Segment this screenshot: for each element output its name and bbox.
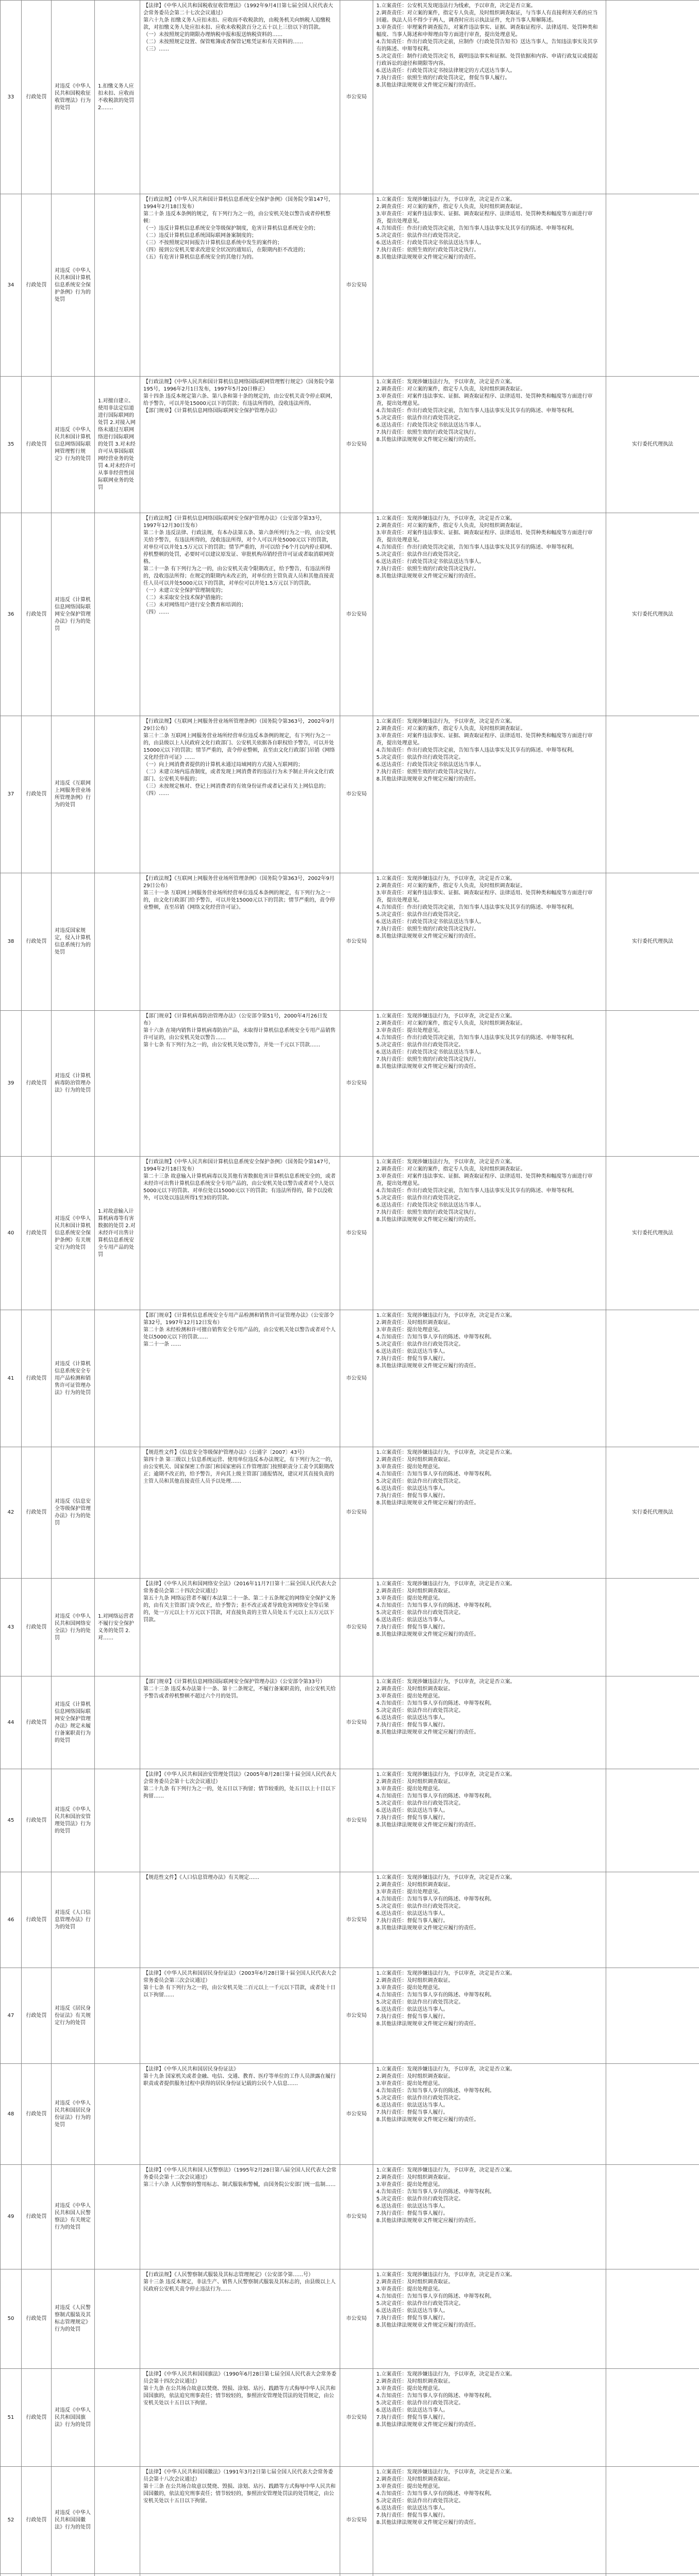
- power-item-name: 对违反《互联网上网服务营业场所管理条例》行为的处罚: [52, 716, 95, 873]
- responsibility-items: 1.立案责任：发现涉嫌违法行为，予以审查，决定是否立案。 2.调查责任：对立案的案件，指定专人负责，及时组织调查取证。 3.审查责任：对案件违法事实、证据、调查取证程序、法律适用、处罚种类和幅度等方面进行审查，提出处理意见。 4.告知责任：作出行政处罚决定前，告知当事人违法事实及其享有的陈述、申辩等权利。 5.决定责任：依法作出行政处罚决定。 6.送达责任：行政处罚决定书依法送达当事人。 7.执行责任：依照生效的行政处罚决定执行。 8.其他法律法规规章文件规定应履行的责任。: [373, 194, 606, 377]
- responsibility-items: 1.立案责任：发现涉嫌违法行为，予以审查，决定是否立案。 2.调查责任：及时组织调查取证。 3.审查责任：提出处理意见。 4.告知责任：告知当事人享有的陈述、申辩等权利。 5.决定责任：依法作出行政处罚决定。 6.送达责任：依法送达当事人。 7.执行责任：督促当事人履行。 8.其他法律法规规章文件规定应履行的责任。: [373, 1968, 606, 2064]
- table-row: [1, 873, 699, 1011]
- legal-basis: 【行政法规】《中华人民共和国计算机信息系统安全保护条例》（国务院令第147号，1994年2月18日发布） 第二十条 违反本条例的规定，有下列行为之一的，由公安机关处以警告或者停机整顿： （一）违反计算机信息系统安全等级保护制度，危害计算机信息系统安全的； （二）违反计算机信息系统国际联网备案制度的； （三）不按照规定时间报告计算机信息系统中发生的案件的； （四）接到公安机关要求改进安全状况的通知后，在限期内拒不改进的； （五）有危害计算机信息系统安全的其他行为的。: [140, 194, 340, 377]
- sub-item: [95, 1447, 140, 1579]
- power-category: 行政处罚: [22, 1, 52, 194]
- row-number: 44: [1, 1676, 22, 1769]
- legal-basis: 【规范性文件】《人口信息管理办法》有关规定……: [140, 1872, 340, 1968]
- row-number: 36: [1, 513, 22, 716]
- power-category: 行政处罚: [22, 513, 52, 716]
- remarks: [606, 2574, 699, 2576]
- legal-basis: 【法律】《中华人民共和国税收征收管理法》（1992年9月4日第七届全国人民代表大会常务委员会第二十七次会议通过） 第六十九条 扣缴义务人应扣未扣、应收而不收税款的，由税务机关向纳税人追缴税款，对扣缴义务人处应扣未扣、应收未收税款百分之五十以上三倍以下的罚款。 （一）未按照规定的期限办理纳税申报和报送纳税资料的…… （二）未按照规定设置、保管账簿或者保管记账凭证和有关资料的…… （三）……: [140, 1, 340, 194]
- row-number: 41: [1, 1310, 22, 1447]
- legal-basis: 【法律】《中华人民共和国治安管理处罚法》（2005年8月28日第十届全国人民代表大会常务委员会第十七次会议通过） 第二十九条 有下列行为之一的，处五日以下拘留；情节较重的，处五日以上十日以下拘留……: [140, 1769, 340, 1872]
- power-item-name: 对违反《中华人民共和国国徽法》行为的处罚: [52, 2467, 95, 2574]
- responsibility-items: 1.立案责任：发现涉嫌违法行为，予以审查，决定是否立案。 2.调查责任：对立案的案件，指定专人负责，及时组织调查取证。 3.审查责任：对案件违法事实、证据、调查取证程序、法律适用、处罚种类和幅度等方面进行审查，提出处理意见。 4.告知责任：作出行政处罚决定前，告知当事人违法事实及其享有的陈述、申辩等权利。 5.决定责任：依法作出行政处罚决定。 6.送达责任：行政处罚决定书依法送达当事人。 7.执行责任：依照生效的行政处罚决定执行。 8.其他法律法规规章文件规定应履行的责任。: [373, 377, 606, 513]
- sub-item: [95, 716, 140, 873]
- row-number: 37: [1, 716, 22, 873]
- implementing-department: 市公安局: [340, 194, 373, 377]
- implementing-department: 市公安局: [340, 1968, 373, 2064]
- remarks: 实行委托代理执法: [606, 1447, 699, 1579]
- remarks: [606, 2369, 699, 2467]
- legal-basis: 【规范性文件】《信息安全等级保护管理办法》（公通字〔2007〕43号） 第四十条 第三级以上信息系统运营、使用单位违反本办法规定，有下列行为之一的，由公安机关、国家保密工作部门和国家密码工作管理部门按照职责分工责令其限期改正；逾期不改正的，给予警告，并向其上级主管部门通报情况，建议对其直接负责的主管人员和其他直接责任人员予以处理……: [140, 1447, 340, 1579]
- implementing-department: 市公安局: [340, 2467, 373, 2574]
- responsibility-items: [373, 2574, 606, 2576]
- remarks: [606, 1872, 699, 1968]
- implementing-department: 市公安局: [340, 2064, 373, 2165]
- legal-basis: 【部门规章】《计算机病毒防治管理办法》（公安部令第51号，2000年4月26日发布） 第十六条 在境内销售计算机病毒防治产品，未取得计算机信息系统安全专用产品销售许可证的，由公安机关处以警告…… 第十七条 有下列行为之一的，由公安机关处以警告，并处一千元以下罚款……: [140, 1011, 340, 1157]
- table-row: [1, 1157, 699, 1310]
- sub-item: [95, 1310, 140, 1447]
- legal-basis: 【行政法规】《互联网上网服务营业场所管理条例》（国务院令第363号，2002年9月29日公布） 第三十二条 互联网上网服务营业场所经营单位违反本条例的规定，有下列行为之一的，由县级以上人民政府文化行政部门、公安机关依据各自职权给予警告，可以并处15000元以下的罚款；情节严重的，责令停业整顿，直至由文化行政部门吊销《网络文化经营许可证》…… （一）向上网消费者提供的计算机未通过局域网的方式接入互联网的； （二）未建立场内巡查制度，或者发现上网消费者的违法行为未予制止并向文化行政部门、公安机关举报的； （三）未按规定核对、登记上网消费者的有效身份证件或者记录有关上网信息的； （四）……: [140, 716, 340, 873]
- power-item-name: 对违反《中华人民共和国计算机信息网络国际联网管理暂行规定》行为的处罚: [52, 377, 95, 513]
- legal-basis: [140, 2574, 340, 2576]
- implementing-department: 市公安局: [340, 1157, 373, 1310]
- power-category: 行政处罚: [22, 2467, 52, 2574]
- power-category: 行政处罚: [22, 1310, 52, 1447]
- implementing-department: 市公安局: [340, 2369, 373, 2467]
- sub-item: [95, 2369, 140, 2467]
- power-category: [22, 2574, 52, 2576]
- legal-basis: 【行政法规】《计算机信息网络国际联网安全保护管理办法》（公安部令第33号，1997年12月30日发布） 第二十条 违反法律、行政法规，有本办法第五条、第六条所列行为之一的，由公安机关给予警告，有违法所得的，没收违法所得，对个人可以并处5000元以下的罚款，对单位可以并处1.5万元以下的罚款；情节严重的，并可以给予6个月以内停止联网、停机整顿的处罚，必要时可以建议原发证、审批机构吊销经营许可证或者取消联网资格。 第二十一条 有下列行为之一的，由公安机关责令限期改正，给予警告，有违法所得的，没收违法所得；在规定的限期内未改正的，对单位的主管负责人员和其他直接责任人员可以并处5000元以下的罚款，对单位可以并处1.5万元以下的罚款。 （一）未建立安全保护管理制度的； （二）未采取安全技术保护措施的； （三）未对网络用户进行安全教育和培训的； （四）……: [140, 513, 340, 716]
- power-item-name: 对违反《人口信息管理办法》行为的处罚: [52, 1872, 95, 1968]
- sub-item: [95, 2064, 140, 2165]
- sub-item: [95, 2467, 140, 2574]
- table-row: [1, 2369, 699, 2467]
- implementing-department: 市公安局: [340, 1676, 373, 1769]
- responsibility-items: 1.立案责任：公安机关发现违法行为线索，予以审查，决定是否立案。 2.调查责任：对立案的案件，指定专人负责，及时组织调查取证，与当事人有直接利害关系的应当回避。执法人员不得少于两人，调查时应出示执法证件，允许当事人辩解陈述。 3.审查责任：审理案件调查报告，对案件违法事实、证据、调查取证程序、法律适用、处罚种类和幅度、当事人陈述和申辩理由等方面进行审查，提出处理意见。 4.告知责任：作出行政处罚决定前，应制作《行政处罚告知书》送达当事人，告知违法事实及其享有的陈述、申辩等权利。 5.决定责任：制作行政处罚决定书，载明违法事实和证据、处罚依据和内容、申请行政复议或提起行政诉讼的途径和期限等内容。 6.送达责任：行政处罚决定书按法律规定的方式送达当事人。 7.执行责任：依照生效的行政处罚决定，督促当事人履行。 8.其他法律法规规章文件规定应履行的责任。: [373, 1, 606, 194]
- implementing-department: 市公安局: [340, 1, 373, 194]
- legal-basis: 【法律】《中华人民共和国网络安全法》（2016年11月7日第十二届全国人民代表大会常务委员会第二十四次会议通过） 第五十九条 网络运营者不履行本法第二十一条、第二十五条规定的网络安全保护义务的，由有关主管部门责令改正，给予警告；拒不改正或者导致危害网络安全等后果的，处一万元以上十万元以下罚款，对直接负责的主管人员处五千元以上五万元以下罚款。: [140, 1579, 340, 1676]
- responsibility-items: 1.立案责任：发现涉嫌违法行为，予以审查，决定是否立案。 2.调查责任：及时组织调查取证。 3.审查责任：提出处理意见。 4.告知责任：告知当事人享有的陈述、申辩等权利。 5.决定责任：依法作出行政处罚决定。 6.送达责任：依法送达当事人。 7.执行责任：督促当事人履行。 8.其他法律法规规章文件规定应履行的责任。: [373, 1872, 606, 1968]
- remarks: 实行委托代理执法: [606, 1157, 699, 1310]
- remarks: [606, 716, 699, 873]
- sub-item: 1.对故意输入计算机病毒等有害数据的处罚 2.对未经许可出售计算机信息系统安全专用产品的处罚: [95, 1157, 140, 1310]
- remarks: [606, 1676, 699, 1769]
- row-number: 40: [1, 1157, 22, 1310]
- responsibility-items: 1.立案责任：发现涉嫌违法行为，予以审查，决定是否立案。 2.调查责任：对立案的案件，指定专人负责，及时组织调查取证。 3.审查责任：提出处理意见。 4.告知责任：作出行政处罚决定前，告知当事人违法事实及其享有的陈述、申辩等权利。 5.决定责任：依法作出行政处罚决定。 6.送达责任：行政处罚决定书依法送达当事人。 7.执行责任：依照生效的行政处罚决定执行。 8.其他法律法规规章文件规定应履行的责任。: [373, 1011, 606, 1157]
- legal-basis: 【行政法规】《中华人民共和国计算机信息系统安全保护条例》（国务院令第147号，1994年2月18日发布） 第二十三条 故意输入计算机病毒以及其他有害数据危害计算机信息系统安全的，或者未经许可出售计算机信息系统安全专用产品的，由公安机关处以警告或者对个人处以5000元以下的罚款、对单位处以15000元以下的罚款；有违法所得的，除予以没收外，可以处以违法所得1至3倍的罚款。: [140, 1157, 340, 1310]
- legal-basis: 【行政法规】《人民警察制式服装及其标志管理规定》（公安部令第……号） 第十三条 违反本规定，非法生产、销售人民警察制式服装及其标志的，由县级以上人民政府公安机关责令停止违法行为……: [140, 2269, 340, 2369]
- legal-basis: 【部门规章】《计算机信息网络国际联网安全保护管理办法》（公安部令第33号） 第二十三条 违反本办法第十一条、第十二条规定，不履行备案职责的，由公安机关给予警告或者停机整顿不超过六个月的处罚。: [140, 1676, 340, 1769]
- power-category: 行政处罚: [22, 716, 52, 873]
- power-category: 行政处罚: [22, 2064, 52, 2165]
- remarks: [606, 1, 699, 194]
- implementing-department: 市公安局: [340, 2269, 373, 2369]
- sub-item: [95, 873, 140, 1011]
- power-item-name: 对违反《计算机病毒防治管理办法》行为的处罚: [52, 1011, 95, 1157]
- row-number: 43: [1, 1579, 22, 1676]
- table-row: [1, 1769, 699, 1872]
- power-item-name: 对违反《信息安全等级保护管理办法》行为的处罚: [52, 1447, 95, 1579]
- power-category: 行政处罚: [22, 1968, 52, 2064]
- power-category: 行政处罚: [22, 2369, 52, 2467]
- row-number: 48: [1, 2064, 22, 2165]
- implementing-department: 市公安局: [340, 1579, 373, 1676]
- responsibility-items: 1.立案责任：发现涉嫌违法行为，予以审查，决定是否立案。 2.调查责任：对立案的案件，指定专人负责，及时组织调查取证。 3.审查责任：对案件违法事实、证据、调查取证程序、法律适用、处罚种类和幅度等方面进行审查，提出处理意见。 4.告知责任：作出行政处罚决定前，告知当事人违法事实及其享有的陈述、申辩等权利。 5.决定责任：依法作出行政处罚决定。 6.送达责任：行政处罚决定书依法送达当事人。 7.执行责任：依照生效的行政处罚决定执行。 8.其他法律法规规章文件规定应履行的责任。: [373, 1157, 606, 1310]
- row-number: 45: [1, 1769, 22, 1872]
- remarks: [606, 2165, 699, 2269]
- table-row: [1, 513, 699, 716]
- sub-item: [95, 1011, 140, 1157]
- power-item-name: 对违反《计算机信息系统安全专用产品检测和销售许可证管理办法》行为的处罚: [52, 1310, 95, 1447]
- remarks: 实行委托代理执法: [606, 873, 699, 1011]
- row-number: 34: [1, 194, 22, 377]
- table-row: [1, 1447, 699, 1579]
- sub-item: 1.对网络运营者不履行安全保护义务的处罚 2.对……: [95, 1579, 140, 1676]
- sub-item: [95, 1968, 140, 2064]
- row-number: 47: [1, 1968, 22, 2064]
- remarks: [606, 2064, 699, 2165]
- row-number: 52: [1, 2467, 22, 2574]
- implementing-department: 市公安局: [340, 513, 373, 716]
- row-number: 33: [1, 1, 22, 194]
- power-category: 行政处罚: [22, 1011, 52, 1157]
- power-category: 行政处罚: [22, 377, 52, 513]
- implementing-department: 市公安局: [340, 1447, 373, 1579]
- implementing-department: [340, 2574, 373, 2576]
- remarks: [606, 194, 699, 377]
- row-number: 50: [1, 2269, 22, 2369]
- remarks: [606, 1579, 699, 1676]
- power-category: 行政处罚: [22, 1579, 52, 1676]
- implementing-department: 市公安局: [340, 1872, 373, 1968]
- table-row: [1, 2574, 699, 2576]
- responsibility-items: 1.立案责任：发现涉嫌违法行为，予以审查，决定是否立案。 2.调查责任：及时组织调查取证。 3.审查责任：提出处理意见。 4.告知责任：告知当事人享有的陈述、申辩等权利。 5.决定责任：依法作出行政处罚决定。 6.送达责任：依法送达当事人。 7.执行责任：督促当事人履行。 8.其他法律法规规章文件规定应履行的责任。: [373, 2269, 606, 2369]
- responsibility-items: 1.立案责任：发现涉嫌违法行为，予以审查，决定是否立案。 2.调查责任：及时组织调查取证。 3.审查责任：提出处理意见。 4.告知责任：告知当事人享有的陈述、申辩等权利。 5.决定责任：依法作出行政处罚决定。 6.送达责任：依法送达当事人。 7.执行责任：督促当事人履行。 8.其他法律法规规章文件规定应履行的责任。: [373, 1769, 606, 1872]
- sub-item: [95, 2165, 140, 2269]
- table-row: [1, 1310, 699, 1447]
- sub-item: [95, 1676, 140, 1769]
- table-row: [1, 2467, 699, 2574]
- remarks: 实行委托代理执法: [606, 513, 699, 716]
- sub-item: 1.扣缴义务人应扣未扣、应收而不收税款的处罚 2.……: [95, 1, 140, 194]
- table-row: [1, 1011, 699, 1157]
- power-item-name: 对违反《中华人民共和国居民身份证法》行为的处罚: [52, 2064, 95, 2165]
- legal-basis: 【行政法规】《中华人民共和国计算机信息网络国际联网管理暂行规定》（国务院令第195号，1996年2月1日发布，1997年5月20日修正） 第十四条 违反本规定第六条、第八条和第十条的规定的，由公安机关责令停止联网，给予警告，可以并处15000元以下的罚款；有违法所得的，没收违法所得。 【部门规章】《计算机信息网络国际联网安全保护管理办法》: [140, 377, 340, 513]
- power-item-name: 对违反《中华人民共和国人民警察法》有关规定行为的处罚: [52, 2165, 95, 2269]
- sub-item: [95, 513, 140, 716]
- remarks: [606, 1011, 699, 1157]
- table-row: [1, 2269, 699, 2369]
- legal-basis: 【法律】《中华人民共和国居民身份证法》 第十九条 国家机关或者金融、电信、交通、教育、医疗等单位的工作人员泄露在履行职责或者提供服务过程中获得的居民身份证记载的公民个人信息……: [140, 2064, 340, 2165]
- power-category: 行政处罚: [22, 1676, 52, 1769]
- power-item-name: 对违反《中华人民共和国治安管理处罚法》行为的处罚: [52, 1769, 95, 1872]
- table-row: [1, 1, 699, 194]
- implementing-department: 市公安局: [340, 1769, 373, 1872]
- row-number: 46: [1, 1872, 22, 1968]
- power-category: 行政处罚: [22, 194, 52, 377]
- power-item-name: 对违反《计算机信息网络国际联网安全保护管理办法》规定未履行备案职责行为的处罚: [52, 1676, 95, 1769]
- sub-item: [95, 1872, 140, 1968]
- responsibility-items: 1.立案责任：发现涉嫌违法行为，予以审查，决定是否立案。 2.调查责任：及时组织调查取证。 3.审查责任：提出处理意见。 4.告知责任：告知当事人享有的陈述、申辩等权利。 5.决定责任：依法作出行政处罚决定。 6.送达责任：依法送达当事人。 7.执行责任：督促当事人履行。 8.其他法律法规规章文件规定应履行的责任。: [373, 1676, 606, 1769]
- table-body: [1, 1, 699, 2576]
- responsibility-items: 1.立案责任：发现涉嫌违法行为，予以审查，决定是否立案。 2.调查责任：及时组织调查取证。 3.审查责任：提出处理意见。 4.告知责任：告知当事人享有的陈述、申辩等权利。 5.决定责任：依法作出行政处罚决定。 6.送达责任：依法送达当事人。 7.执行责任：督促当事人履行。 8.其他法律法规规章文件规定应履行的责任。: [373, 2165, 606, 2269]
- remarks: [606, 2269, 699, 2369]
- power-item-name: 对违反《中华人民共和国计算机信息系统安全保护条例》行为的处罚: [52, 194, 95, 377]
- remarks: 实行委托代理执法: [606, 377, 699, 513]
- power-category: 行政处罚: [22, 1872, 52, 1968]
- table-row: [1, 1872, 699, 1968]
- power-category: 行政处罚: [22, 2165, 52, 2269]
- sub-item: [95, 2269, 140, 2369]
- sub-item: 1.对擅自建立、使用非法定信道进行国际联网的处罚 2.对接入网络未通过互联网络进行国际联网的处罚 3.对未经许可从事国际联网经营业务的处罚 4.对未经许可从事非经营性国际联网业务的处罚: [95, 377, 140, 513]
- implementing-department: 市公安局: [340, 873, 373, 1011]
- power-item-name: 对违反《中华人民共和国国旗法》行为的处罚: [52, 2369, 95, 2467]
- responsibility-items: 1.立案责任：发现涉嫌违法行为，予以审查，决定是否立案。 2.调查责任：对立案的案件，指定专人负责，及时组织调查取证。 3.审查责任：对案件违法事实、证据、调查取证程序、法律适用、处罚种类和幅度等方面进行审查，提出处理意见。 4.告知责任：作出行政处罚决定前，告知当事人违法事实及其享有的陈述、申辩等权利。 5.决定责任：依法作出行政处罚决定。 6.送达责任：行政处罚决定书依法送达当事人。 7.执行责任：依照生效的行政处罚决定执行。 8.其他法律法规规章文件规定应履行的责任。: [373, 873, 606, 1011]
- implementing-department: 市公安局: [340, 1310, 373, 1447]
- responsibility-items: 1.立案责任：发现涉嫌违法行为，予以审查，决定是否立案。 2.调查责任：及时组织调查取证。 3.审查责任：提出处理意见。 4.告知责任：告知当事人享有的陈述、申辩等权利。 5.决定责任：依法作出行政处罚决定。 6.送达责任：依法送达当事人。 7.执行责任：督促当事人履行。 8.其他法律法规规章文件规定应履行的责任。: [373, 2369, 606, 2467]
- responsibility-items: 1.立案责任：发现涉嫌违法行为，予以审查，决定是否立案。 2.调查责任：及时组织调查取证。 3.审查责任：提出处理意见。 4.告知责任：告知当事人享有的陈述、申辩等权利。 5.决定责任：依法作出行政处罚决定。 6.送达责任：依法送达当事人。 7.执行责任：督促当事人履行。 8.其他法律法规规章文件规定应履行的责任。: [373, 1579, 606, 1676]
- responsibility-items: 1.立案责任：发现涉嫌违法行为，予以审查，决定是否立案。 2.调查责任：对立案的案件，指定专人负责，及时组织调查取证。 3.审查责任：对案件违法事实、证据、调查取证程序、法律适用、处罚种类和幅度等方面进行审查，提出处理意见。 4.告知责任：作出行政处罚决定前，告知当事人违法事实及其享有的陈述、申辩等权利。 5.决定责任：依法作出行政处罚决定。 6.送达责任：行政处罚决定书依法送达当事人。 7.执行责任：依照生效的行政处罚决定执行。 8.其他法律法规规章文件规定应履行的责任。: [373, 513, 606, 716]
- power-item-name: 对违反《人民警察制式服装及其标志管理规定》行为的处罚: [52, 2269, 95, 2369]
- remarks: [606, 2467, 699, 2574]
- power-category: 行政处罚: [22, 1769, 52, 1872]
- legal-basis: 【法律】《中华人民共和国国旗法》（1990年6月28日第七届全国人民代表大会常务委员会第十四次会议通过） 第十九条 在公共场合故意以焚烧、毁损、涂划、玷污、践踏等方式侮辱中华人民共和国国旗的，依法追究刑事责任；情节较轻的，参照治安管理处罚法的处罚规定，由公安机关处以十五日以下拘留。: [140, 2369, 340, 2467]
- remarks: [606, 1968, 699, 2064]
- table-row: [1, 1676, 699, 1769]
- power-category: 行政处罚: [22, 873, 52, 1011]
- table-row: [1, 1579, 699, 1676]
- implementing-department: 市公安局: [340, 716, 373, 873]
- row-number: 38: [1, 873, 22, 1011]
- row-number: [1, 2574, 22, 2576]
- table-row: [1, 377, 699, 513]
- table-row: [1, 1968, 699, 2064]
- responsibility-items: 1.立案责任：发现涉嫌违法行为，予以审查，决定是否立案。 2.调查责任：及时组织调查取证。 3.审查责任：提出处理意见。 4.告知责任：告知当事人享有的陈述、申辩等权利。 5.决定责任：依法作出行政处罚决定。 6.送达责任：依法送达当事人。 7.执行责任：督促当事人履行。 8.其他法律法规规章文件规定应履行的责任。: [373, 1310, 606, 1447]
- implementing-department: 市公安局: [340, 1011, 373, 1157]
- table-row: [1, 194, 699, 377]
- row-number: 49: [1, 2165, 22, 2269]
- table-row: [1, 2064, 699, 2165]
- implementing-department: 市公安局: [340, 2165, 373, 2269]
- sub-item: [95, 2574, 140, 2576]
- responsibility-items: 1.立案责任：发现涉嫌违法行为，予以审查，决定是否立案。 2.调查责任：及时组织调查取证。 3.审查责任：提出处理意见。 4.告知责任：告知当事人享有的陈述、申辩等权利。 5.决定责任：依法作出行政处罚决定。 6.送达责任：依法送达当事人。 7.执行责任：督促当事人履行。 8.其他法律法规规章文件规定应履行的责任。: [373, 1447, 606, 1579]
- remarks: [606, 1769, 699, 1872]
- sub-item: [95, 194, 140, 377]
- power-item-name: [52, 2574, 95, 2576]
- legal-basis: 【行政法规】《互联网上网服务营业场所管理条例》（国务院令第363号，2002年9月29日公布） 第三十一条 互联网上网服务营业场所经营单位违反本条例的规定，有下列行为之一的，由文化行政部门给予警告，可以并处15000元以下的罚款；情节严重的，责令停业整顿，直至吊销《网络文化经营许可证》。: [140, 873, 340, 1011]
- sub-item: [95, 1769, 140, 1872]
- row-number: 35: [1, 377, 22, 513]
- power-category: 行政处罚: [22, 1447, 52, 1579]
- table-row: [1, 716, 699, 873]
- power-category: 行政处罚: [22, 2269, 52, 2369]
- power-item-name: 对违反《中华人民共和国税收征收管理法》行为的处罚: [52, 1, 95, 194]
- remarks: [606, 1310, 699, 1447]
- legal-basis: 【法律】《中华人民共和国国徽法》（1991年3月2日第七届全国人民代表大会常务委员会第十八次会议通过） 第十三条 在公共场合故意以焚烧、毁损、涂划、玷污、践踏等方式侮辱中华人民共和国国徽的，依法追究刑事责任；情节较轻的，参照治安管理处罚法的处罚规定，由公安机关处以十五日以下拘留。: [140, 2467, 340, 2574]
- responsibility-items: 1.立案责任：发现涉嫌违法行为，予以审查，决定是否立案。 2.调查责任：及时组织调查取证。 3.审查责任：提出处理意见。 4.告知责任：告知当事人享有的陈述、申辩等权利。 5.决定责任：依法作出行政处罚决定。 6.送达责任：依法送达当事人。 7.执行责任：督促当事人履行。 8.其他法律法规规章文件规定应履行的责任。: [373, 2467, 606, 2574]
- responsibility-items: 1.立案责任：发现涉嫌违法行为，予以审查，决定是否立案。 2.调查责任：及时组织调查取证。 3.审查责任：提出处理意见。 4.告知责任：告知当事人享有的陈述、申辩等权利。 5.决定责任：依法作出行政处罚决定。 6.送达责任：依法送达当事人。 7.执行责任：督促当事人履行。 8.其他法律法规规章文件规定应履行的责任。: [373, 2064, 606, 2165]
- power-item-name: 对违反《中华人民共和国计算机信息系统安全保护条例》有关规定行为的处罚: [52, 1157, 95, 1310]
- table-row: [1, 2165, 699, 2269]
- power-category: 行政处罚: [22, 1157, 52, 1310]
- implementing-department: 市公安局: [340, 377, 373, 513]
- row-number: 39: [1, 1011, 22, 1157]
- power-item-name: 对违反国家规定，侵入计算机信息系统行为的处罚: [52, 873, 95, 1011]
- power-item-name: 对违反《计算机信息网络国际联网安全保护管理办法》行为的处罚: [52, 513, 95, 716]
- legal-basis: 【法律】《中华人民共和国居民身份证法》（2003年6月28日第十届全国人民代表大会常务委员会第三次会议通过） 第十七条 有下列行为之一的，由公安机关处二百元以上一千元以下罚款，或者处十日以下拘留……: [140, 1968, 340, 2064]
- row-number: 51: [1, 2369, 22, 2467]
- power-item-name: 对违反《居民身份证法》有关规定行为的处罚: [52, 1968, 95, 2064]
- power-item-name: 对违反《中华人民共和国网络安全法》行为的处罚: [52, 1579, 95, 1676]
- legal-basis: 【部门规章】《计算机信息系统安全专用产品检测和销售许可证管理办法》（公安部令第32号，1997年12月12日发布） 第二十条 未经检测和许可擅自销售安全专用产品的，由公安机关处以警告或者对个人处以5000元以下的罚款…… 第二十一条 ……: [140, 1310, 340, 1447]
- legal-basis: 【法律】《中华人民共和国人民警察法》（1995年2月28日第八届全国人民代表大会常务委员会第十二次会议通过） 第三十六条 人民警察的警用标志、制式服装和警械，由国务院公安部门统一监制……: [140, 2165, 340, 2269]
- row-number: 42: [1, 1447, 22, 1579]
- responsibility-items: 1.立案责任：发现涉嫌违法行为，予以审查，决定是否立案。 2.调查责任：对立案的案件，指定专人负责，及时组织调查取证。 3.审查责任：对案件违法事实、证据、调查取证程序、法律适用、处罚种类和幅度等方面进行审查，提出处理意见。 4.告知责任：作出行政处罚决定前，告知当事人违法事实及其享有的陈述、申辩等权利。 5.决定责任：依法作出行政处罚决定。 6.送达责任：行政处罚决定书依法送达当事人。 7.执行责任：依照生效的行政处罚决定执行。 8.其他法律法规规章文件规定应履行的责任。: [373, 716, 606, 873]
